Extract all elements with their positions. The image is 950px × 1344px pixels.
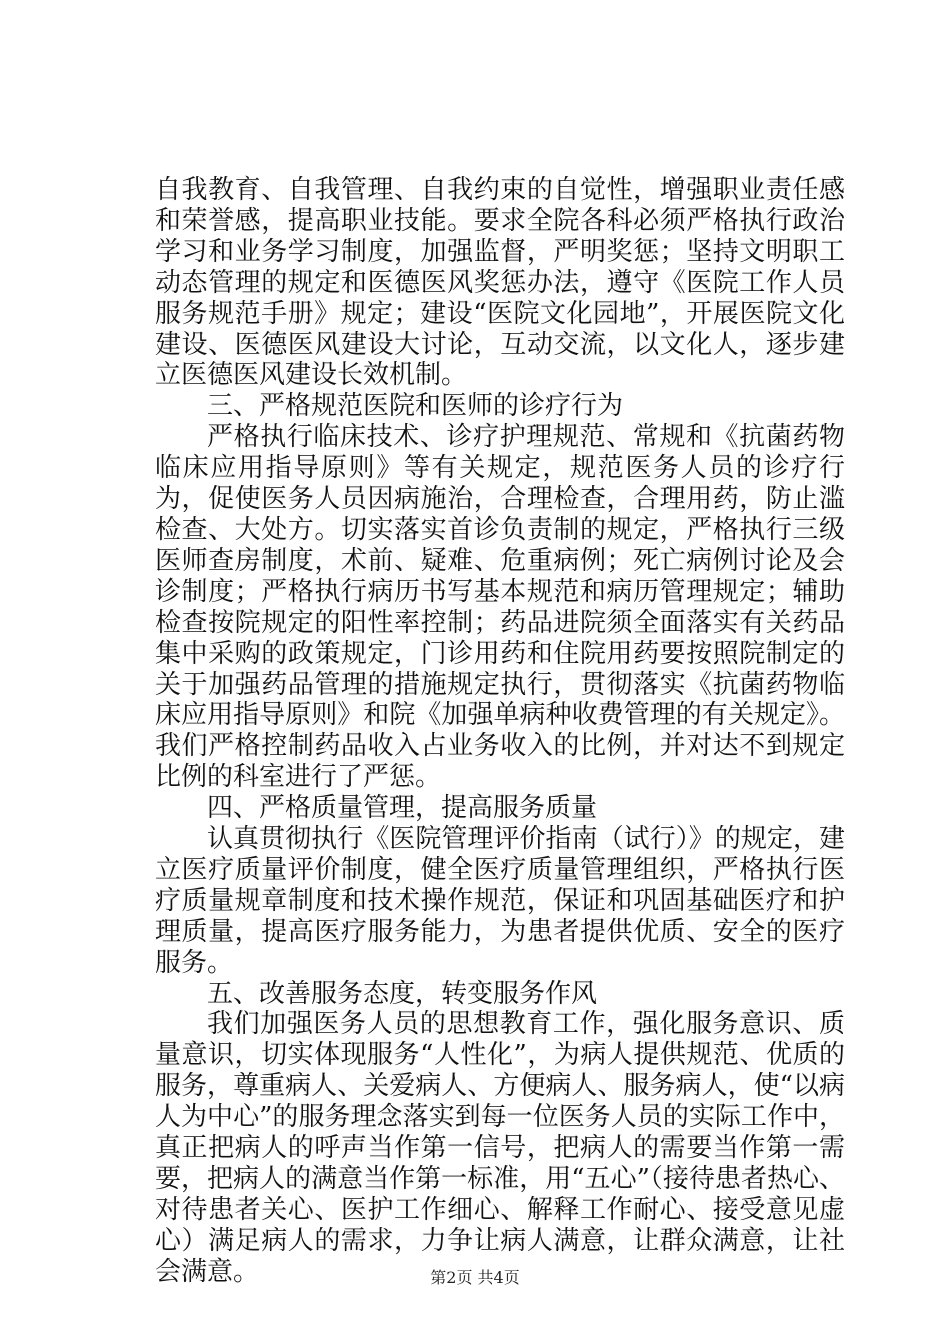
section-heading-four: 四、严格质量管理，提高服务质量 — [207, 793, 598, 824]
document-body — [155, 175, 845, 1288]
paragraph-continuation: 自我教育、自我管理、自我约束的自觉性，增强职业责任感和荣誉感，提高职业技能。要求全院各科必须严格执行政治学习和业务学习制度，加强监督，严明奖惩；坚持文明职工动态管理的规定和医德医风奖惩办法，遵守《医院工作人员服务规范手册》规定；建设“医院文化园地”，开展医院文化建设、医德医风建设大讨论，互动交流，以文化人，逐步建立医德医风建设长效机制。 — [155, 175, 845, 391]
paragraph-section-three: 严格执行临床技术、诊疗护理规范、常规和《抗菌药物临床应用指导原则》等有关规定，规范医务人员的诊疗行为，促使医务人员因病施治，合理检查，合理用药，防止滥检查、大处方。切实落实首诊负责制的规定，严格执行三级医师查房制度，术前、疑难、危重病例；死亡病例讨论及会诊制度；严格执行病历书写基本规范和病历管理规定；辅助检查按院规定的阳性率控制；药品进院须全面落实有关药品集中采购的政策规定，门诊用药和住院用药要按照院制定的关于加强药品管理的措施规定执行，贯彻落实《抗菌药物临床应用指导原则》和院《加强单病种收费管理的有关规定》。我们严格控制药品收入占业务收入的比例，并对达不到规定比例的科室进行了严惩。 — [155, 422, 845, 793]
section-heading-three: 三、严格规范医院和医师的诊疗行为 — [207, 391, 624, 422]
page-footer: 第2页 共4页 — [430, 1268, 520, 1287]
section-heading-five: 五、改善服务态度，转变服务作风 — [207, 978, 598, 1009]
paragraph-section-five: 我们加强医务人员的思想教育工作，强化服务意识、质量意识，切实体现服务“人性化”，为病人提供规范、优质的服务，尊重病人、关爱病人、方便病人、服务病人，使“以病人为中心”的服务理念落实到每一位医务人员的实际工作中，真正把病人的呼声当作第一信号，把病人的需要当作第一需要，把病人的满意当作第一标准，用“五心”（接待患者热心、对待患者关心、医护工作细心、解释工作耐心、接受意见虚心）满足病人的需求，力争让病人满意，让群众满意，让社会满意。 — [155, 1009, 845, 1287]
paragraph-section-four: 认真贯彻执行《医院管理评价指南（试行）》的规定，建立医疗质量评价制度，健全医疗质量管理组织，严格执行医疗质量规章制度和技术操作规范，保证和巩固基础医疗和护理质量，提高医疗服务能力，为患者提供优质、安全的医疗服务。 — [155, 824, 845, 978]
